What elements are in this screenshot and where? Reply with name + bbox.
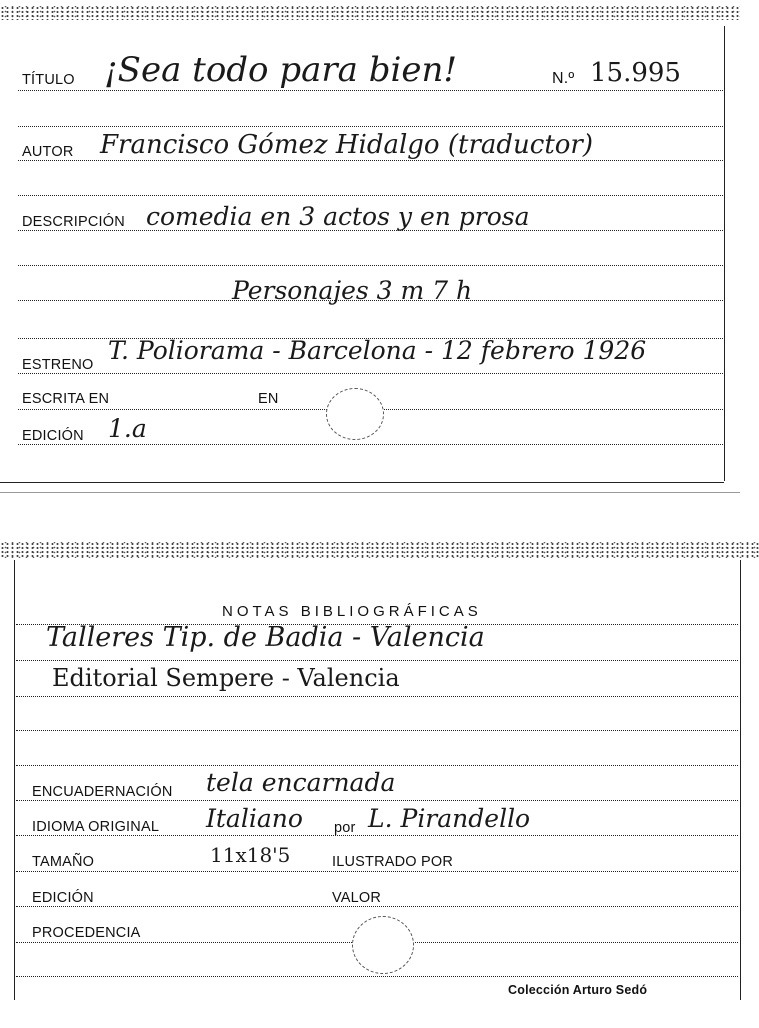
autor-label: AUTOR bbox=[22, 144, 74, 160]
autor-value: Francisco Gómez Hidalgo (traductor) bbox=[100, 130, 593, 160]
procedencia-label: PROCEDENCIA bbox=[32, 925, 141, 941]
catalog-card-top bbox=[0, 0, 740, 492]
paper-damage-mark bbox=[326, 388, 384, 440]
card-top-edge-texture bbox=[0, 6, 740, 20]
card-bottom-border bbox=[0, 482, 724, 483]
tamano-label: TAMAÑO bbox=[32, 854, 95, 870]
card-rule bbox=[16, 800, 738, 801]
tamano-value: 11x18'5 bbox=[210, 843, 291, 867]
card-rule bbox=[18, 160, 723, 161]
card-left-border bbox=[14, 560, 15, 1000]
escrita-en-label: ESCRITA EN bbox=[22, 391, 110, 407]
catalog-card-bottom bbox=[0, 538, 759, 1028]
card-rule bbox=[16, 696, 738, 697]
por-label: por bbox=[334, 820, 356, 836]
card-rule bbox=[16, 976, 738, 977]
titulo-label: TÍTULO bbox=[22, 72, 75, 88]
card-rule bbox=[18, 373, 723, 374]
idioma-label: IDIOMA ORIGINAL bbox=[32, 819, 160, 835]
valor-label: VALOR bbox=[332, 890, 382, 906]
card-right-border bbox=[724, 26, 725, 481]
edicion-label: EDICIÓN bbox=[22, 428, 84, 444]
personajes-value: Personajes 3 m 7 h bbox=[232, 276, 473, 305]
card-rule bbox=[16, 660, 738, 661]
notas-label: NOTAS BIBLIOGRÁFICAS bbox=[222, 603, 482, 620]
notas-line-1: Talleres Tip. de Badia - Valencia bbox=[46, 622, 485, 653]
numero-value: 15.995 bbox=[590, 58, 681, 88]
encuadernacion-value: tela encarnada bbox=[206, 768, 396, 797]
ilustrado-label: ILUSTRADO POR bbox=[332, 854, 454, 870]
coleccion-label: Colección Arturo Sedó bbox=[508, 983, 648, 997]
en-label: EN bbox=[258, 391, 279, 407]
descripcion-label: DESCRIPCIÓN bbox=[22, 214, 125, 230]
numero-label: N.º bbox=[552, 70, 575, 87]
estreno-label: ESTRENO bbox=[22, 357, 94, 373]
card-rule bbox=[18, 90, 723, 91]
card-bottom-border-outer bbox=[0, 492, 740, 493]
idioma-value: Italiano bbox=[206, 804, 303, 833]
descripcion-value: comedia en 3 actos y en prosa bbox=[146, 202, 530, 231]
card-rule bbox=[18, 126, 723, 127]
card-rule bbox=[18, 265, 723, 266]
card-rule bbox=[18, 444, 723, 445]
card-rule bbox=[16, 906, 738, 907]
edicion-label-2: EDICIÓN bbox=[32, 890, 94, 906]
card-rule bbox=[16, 730, 738, 731]
titulo-value: ¡Sea todo para bien! bbox=[104, 50, 458, 90]
card-rule bbox=[16, 835, 738, 836]
notas-line-2: Editorial Sempere - Valencia bbox=[52, 664, 400, 692]
card-rule bbox=[16, 765, 738, 766]
edicion-value: 1.a bbox=[108, 414, 147, 443]
por-value: L. Pirandello bbox=[368, 804, 531, 833]
estreno-value: T. Poliorama - Barcelona - 12 febrero 1926 bbox=[108, 336, 647, 365]
encuadernacion-label: ENCUADERNACIÓN bbox=[32, 784, 173, 800]
card-bottom-edge-texture bbox=[0, 542, 759, 558]
card-rule bbox=[18, 195, 723, 196]
card-right-border bbox=[740, 560, 741, 1000]
paper-damage-mark bbox=[352, 916, 414, 974]
card-rule bbox=[16, 871, 738, 872]
